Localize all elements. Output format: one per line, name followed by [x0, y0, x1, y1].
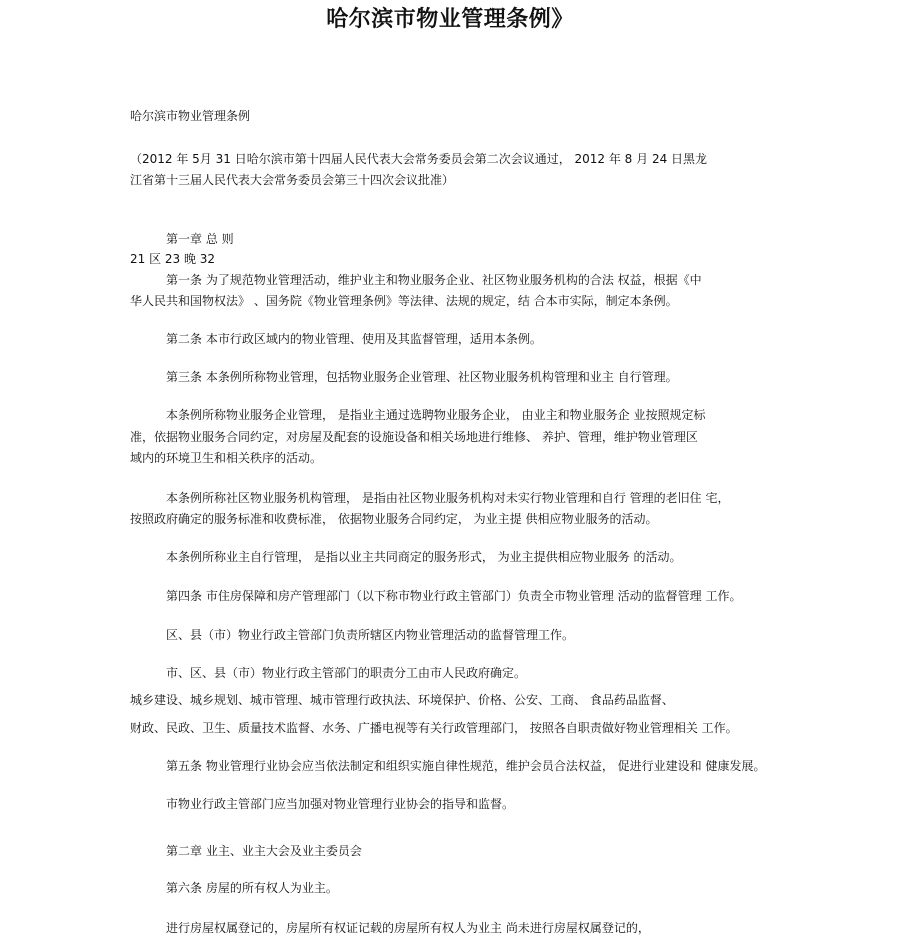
approval-note-line-2: 江省第十三届人民代表大会常务委员会第三十四次会议批准）: [130, 173, 455, 187]
article-4-para-2: 区、县（市）物业行政主管部门负责所辖区内物业管理活动的监督管理工作。: [166, 628, 575, 642]
article-4-para-4-line-1: 城乡建设、城乡规划、城市管理、城市管理行政执法、环境保护、价格、公安、工商、 食品药品监督、: [130, 693, 674, 707]
article-3-para-2-line-3: 域内的环境卫生和相关秩序的活动。: [130, 451, 323, 465]
article-1-line-1: 第一条 为了规范物业管理活动，维护业主和物业服务企业、社区物业服务机构的合法 权益，根据《中: [166, 273, 702, 287]
stray-text-line: 21 区 23 晚 32: [130, 252, 216, 266]
article-3-para-2-line-1: 本条例所称物业服务企业管理， 是指业主通过选聘物业服务企业， 由业主和物业服务企 业按照规定标: [166, 408, 706, 422]
article-6-para-2: 进行房屋权属登记的，房屋所有权证记载的房屋所有权人为业主 尚未进行房屋权属登记的，: [166, 921, 650, 935]
article-4-para-3: 市、区、县（市）物业行政主管部门的职责分工由市人民政府确定。: [166, 666, 527, 680]
document-title: 哈尔滨市物业管理条例》: [326, 7, 574, 32]
article-4: 第四条 市住房保障和房产管理部门（以下称市物业行政主管部门）负责全市物业管理 活动的监督管理 工作。: [166, 589, 742, 603]
chapter-1-heading: 第一章 总 则: [166, 232, 234, 246]
section-heading: 哈尔滨市物业管理条例: [130, 109, 251, 123]
article-6: 第六条 房屋的所有权人为业主。: [166, 881, 338, 895]
article-4-para-4-line-2: 财政、民政、卫生、质量技术监督、水务、广播电视等有关行政管理部门， 按照各自职责做好物业管理相关 工作。: [130, 721, 738, 735]
article-3: 第三条 本条例所称物业管理，包括物业服务企业管理、社区物业服务机构管理和业主 自行管理。: [166, 370, 678, 384]
article-5-para-2: 市物业行政主管部门应当加强对物业管理行业协会的指导和监督。: [166, 797, 515, 811]
article-5: 第五条 物业管理行业协会应当依法制定和组织实施自律性规范，维护会员合法权益， 促进行业建设和 健康发展。: [166, 759, 766, 773]
article-2: 第二条 本市行政区域内的物业管理、使用及其监督管理，适用本条例。: [166, 332, 542, 346]
approval-note-line-1: （2012 年 5月 31 日哈尔滨市第十四届人民代表大会常务委员会第二次会议通过， 2012 年 8 月 24 日黑龙: [130, 152, 708, 166]
article-3-para-3-line-2: 按照政府确定的服务标准和收费标准， 依据物业服务合同约定， 为业主提 供相应物业服务的活动。: [130, 512, 658, 526]
article-3-para-3-line-1: 本条例所称社区物业服务机构管理， 是指由社区物业服务机构对未实行物业管理和自行 管理的老旧住 宅，: [166, 491, 730, 505]
chapter-2-heading: 第二章 业主、业主大会及业主委员会: [166, 844, 362, 858]
article-1-line-2: 华人民共和国物权法》 、国务院《物业管理条例》等法律、法规的规定，结 合本市实际，制定本条例。: [130, 294, 678, 308]
article-3-para-4: 本条例所称业主自行管理， 是指以业主共同商定的服务形式， 为业主提供相应物业服务 的活动。: [166, 550, 682, 564]
article-3-para-2-line-2: 准，依据物业服务合同约定，对房屋及配套的设施设备和相关场地进行维修、 养护、管理，维护物业管理区: [130, 430, 698, 444]
